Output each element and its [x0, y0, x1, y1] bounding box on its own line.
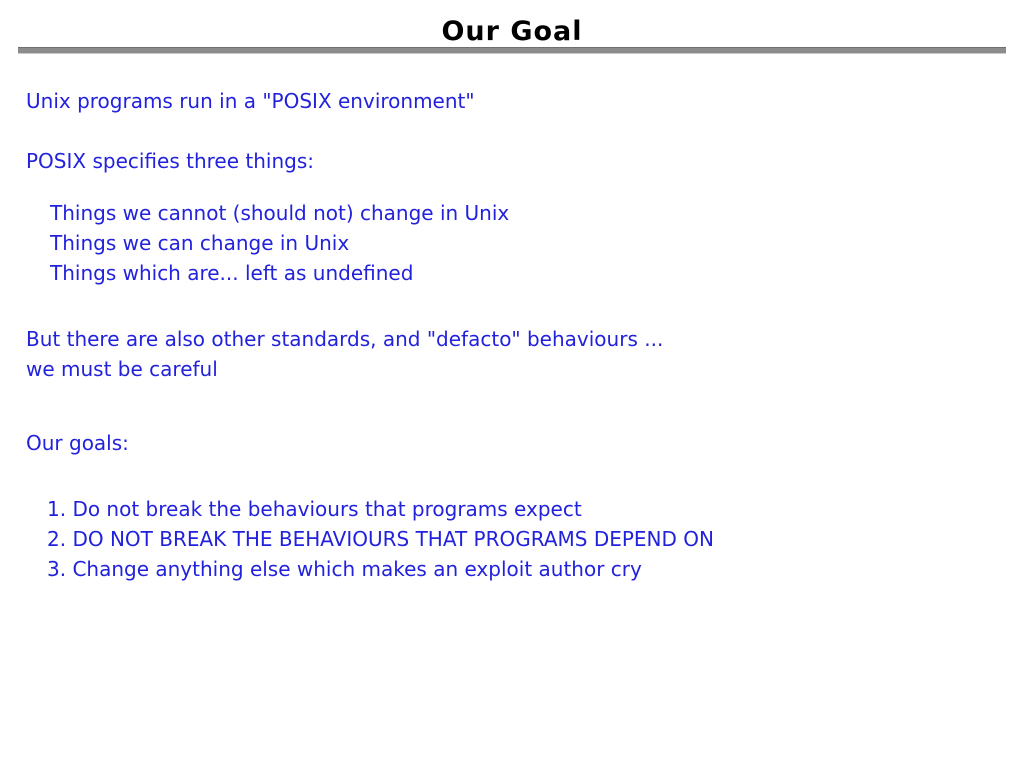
title-divider — [18, 47, 1006, 54]
body-line-our-goals: Our goals: — [26, 431, 129, 455]
body-line-undefined: Things which are... left as undefined — [50, 261, 414, 285]
body-line-goal-2: 2. DO NOT BREAK THE BEHAVIOURS THAT PROGRAMS DEPEND ON — [47, 527, 714, 551]
spacer — [26, 384, 986, 414]
body-line-posix-environment: Unix programs run in a "POSIX environment" — [26, 89, 475, 113]
body-line-goal-1: 1. Do not break the behaviours that programs expect — [47, 497, 582, 521]
body-line-goal-3: 3. Change anything else which makes an exploit author cry — [47, 557, 642, 581]
spacer — [26, 310, 986, 324]
spacer — [26, 458, 986, 480]
body-line-posix-specifies: POSIX specifies three things: — [26, 149, 314, 173]
spacer — [26, 480, 986, 494]
spacer — [26, 116, 986, 146]
slide-body — [26, 86, 986, 584]
spacer — [26, 414, 986, 428]
spacer — [26, 176, 986, 198]
body-line-cannot-change: Things we cannot (should not) change in Unix — [50, 201, 510, 225]
spacer — [26, 288, 986, 310]
page-title: Our Goal — [441, 16, 583, 47]
body-line-can-change: Things we can change in Unix — [50, 231, 350, 255]
body-line-be-careful: we must be careful — [26, 357, 218, 381]
body-line-other-standards: But there are also other standards, and "defacto" behaviours ... — [26, 327, 664, 351]
